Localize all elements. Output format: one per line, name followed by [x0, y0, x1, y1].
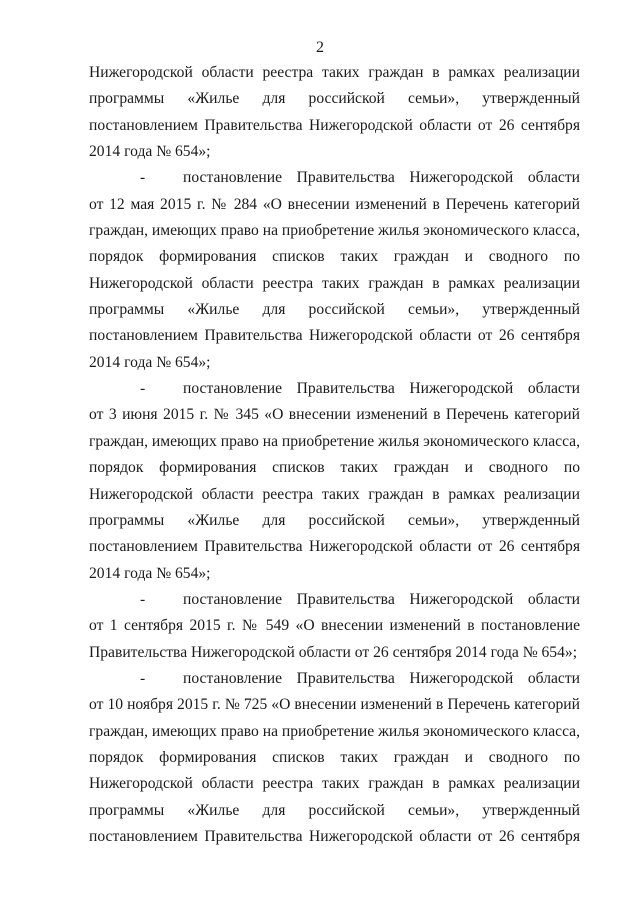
text-line: программы «Жилье для российской семьи», утвержденный — [89, 90, 580, 108]
text-line: от 1 сентября 2015 г. № 549 «О внесении изменений в постановление — [89, 617, 580, 635]
text-line: от 12 мая 2015 г. № 284 «О внесении изменений в Перечень категорий — [89, 195, 580, 213]
text-line: Нижегородской области реестра таких граждан в рамках реализации — [89, 274, 580, 292]
text-line: программы «Жилье для российской семьи», утвержденный — [89, 511, 580, 529]
text-line: постановлением Правительства Нижегородской области от 26 сентября — [89, 327, 580, 345]
text-line: программы «Жилье для российской семьи», утвержденный — [89, 801, 580, 819]
line-text: постановление Правительства Нижегородской области — [183, 669, 580, 687]
text-line: Нижегородской области реестра таких граждан в рамках реализации — [89, 485, 580, 503]
list-item-line — [89, 376, 580, 402]
text-line: порядок формирования списков таких граждан и сводного по — [89, 459, 580, 477]
document-body — [89, 60, 580, 850]
text-line: от 3 июня 2015 г. № 345 «О внесении изменений в Перечень категорий — [89, 406, 580, 424]
list-item-line — [89, 165, 580, 191]
line-text: постановление Правительства Нижегородской области — [183, 380, 580, 398]
text-line: граждан, имеющих право на приобретение жилья экономического класса, — [89, 222, 580, 240]
text-line: Правительства Нижегородской области от 26 сентября 2014 года № 654»; — [89, 643, 578, 661]
line-text: постановление Правительства Нижегородской области — [183, 169, 580, 187]
text-line: постановлением Правительства Нижегородской области от 26 сентября — [89, 116, 580, 134]
text-line: 2014 года № 654»; — [89, 564, 211, 582]
list-bullet: - — [140, 590, 146, 608]
line-text: постановление Правительства Нижегородской области — [183, 590, 580, 608]
text-line: порядок формирования списков таких граждан и сводного по — [89, 248, 580, 266]
text-line: граждан, имеющих право на приобретение жилья экономического класса, — [89, 722, 580, 740]
text-line: постановлением Правительства Нижегородской области от 26 сентября — [89, 827, 580, 845]
text-line: от 10 ноября 2015 г. № 725 «О внесении изменений в Перечень категорий — [89, 696, 580, 714]
text-line: граждан, имеющих право на приобретение жилья экономического класса, — [89, 432, 580, 450]
page-number: 2 — [316, 39, 324, 56]
text-line: Нижегородской области реестра таких граждан в рамках реализации — [89, 775, 580, 793]
text-line: постановлением Правительства Нижегородской области от 26 сентября — [89, 538, 580, 556]
text-line: Нижегородской области реестра таких граждан в рамках реализации — [89, 64, 580, 81]
list-bullet: - — [140, 380, 146, 398]
text-line: программы «Жилье для российской семьи», утвержденный — [89, 301, 580, 319]
text-line: 2014 года № 654»; — [89, 353, 211, 371]
list-item-line — [89, 666, 580, 692]
text-line: порядок формирования списков таких граждан и сводного по — [89, 748, 580, 766]
list-item-line — [89, 587, 580, 613]
list-bullet: - — [140, 669, 146, 687]
list-bullet: - — [140, 169, 146, 187]
text-line: 2014 года № 654»; — [89, 143, 211, 161]
